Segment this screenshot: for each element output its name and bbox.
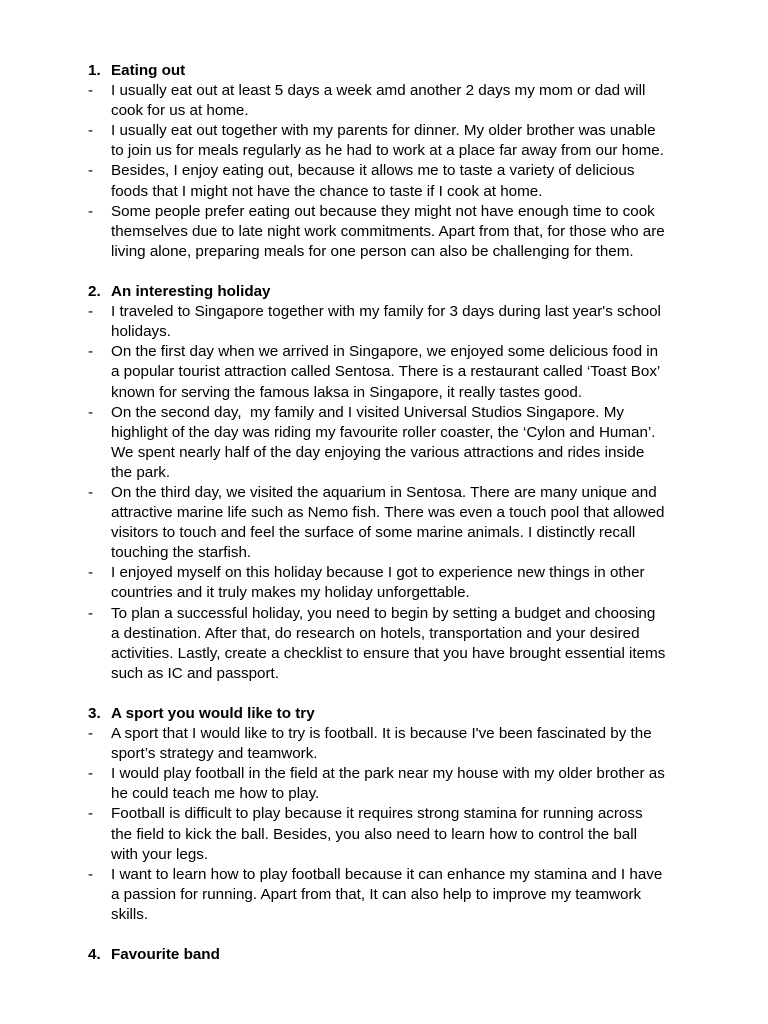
section-3 (88, 704, 708, 925)
section-heading (88, 945, 708, 965)
list-item (88, 865, 708, 925)
bullet-text: On the first day when we arrived in Singapore, we enjoyed some delicious food in a popular tourist attraction called Sentosa. There is a restaurant called ‘Toast Box’ known for serving the famous laksa in Singapore, it really tastes good. (111, 343, 661, 401)
list-item (88, 121, 708, 161)
list-item (88, 403, 708, 483)
section-2 (88, 282, 708, 684)
bullet-text: I want to learn how to play football because it can enhance my stamina and I have a passion for running. Apart from that, It can also help to improve my teamwork skills. (111, 865, 663, 923)
section-number: 3. (88, 705, 101, 722)
list-item (88, 81, 708, 121)
bullet-list (88, 81, 708, 262)
bullet-dash: - (88, 865, 94, 883)
section-heading (88, 282, 708, 302)
list-item (88, 302, 708, 342)
bullet-dash: - (88, 162, 94, 180)
list-item (88, 724, 708, 764)
section-title: A sport you would like to try (111, 705, 315, 722)
bullet-dash: - (88, 343, 94, 361)
bullet-text: Football is difficult to play because it requires strong stamina for running across the field to kick the ball. Besides, you also need to learn how to control the ball with your legs. (111, 805, 643, 863)
section-number: 2. (88, 283, 101, 301)
section-number: 1. (88, 62, 101, 79)
section-title: Eating out (111, 62, 186, 79)
bullet-dash: - (88, 805, 94, 823)
bullet-dash: - (88, 403, 94, 421)
bullet-dash: - (88, 725, 94, 743)
bullet-text: I usually eat out together with my parents for dinner. My older brother was unable to join us for meals regularly as he had to work at a place far away from our home. (111, 122, 664, 160)
document-content (88, 61, 708, 965)
bullet-list (88, 302, 708, 684)
section-4 (88, 945, 708, 965)
bullet-text: To plan a successful holiday, you need to begin by setting a budget and choosing a destination. After that, do research on hotels, transportation and your desired activities. Lastly, create a checklist to ensure that you have brought essential items such as IC and passport. (111, 604, 666, 682)
bullet-text: I traveled to Singapore together with my family for 3 days during last year's school holidays. (111, 303, 661, 341)
section-heading (88, 704, 708, 724)
bullet-text: A sport that I would like to try is football. It is because I've been fascinated by the sport’s strategy and teamwork. (111, 725, 652, 763)
bullet-dash: - (88, 122, 94, 140)
section-title: Favourite band (111, 946, 220, 964)
list-item (88, 202, 708, 262)
section-heading (88, 61, 708, 81)
bullet-dash: - (88, 202, 94, 220)
bullet-text: On the third day, we visited the aquarium in Sentosa. There are many unique and attractive marine life such as Nemo fish. There was even a touch pool that allowed visitors to touch and feel the surface of some marine animals. I distinctly recall touching the starfish. (111, 483, 665, 562)
bullet-dash: - (88, 303, 94, 321)
bullet-dash: - (88, 604, 94, 622)
bullet-dash: - (88, 564, 94, 582)
bullet-dash: - (88, 82, 94, 100)
list-item (88, 483, 708, 563)
bullet-dash: - (88, 765, 94, 783)
bullet-text: I enjoyed myself on this holiday because I got to experience new things in other countries and it truly makes my holiday unforgettable. (111, 564, 645, 602)
list-item (88, 161, 708, 201)
bullet-list (88, 724, 708, 925)
list-item (88, 563, 708, 603)
list-item (88, 804, 708, 864)
list-item (88, 604, 708, 684)
bullet-text: I usually eat out at least 5 days a week amd another 2 days my mom or dad will cook for us at home. (111, 82, 646, 120)
bullet-text: I would play football in the field at the park near my house with my older brother as he could teach me how to play. (111, 765, 665, 803)
section-number: 4. (88, 946, 101, 964)
bullet-text: Some people prefer eating out because they might not have enough time to cook themselves due to late night work commitments. Apart from that, for those who are living alone, preparing meals for one person can also be challenging for them. (111, 202, 665, 260)
section-1 (88, 61, 708, 262)
bullet-dash: - (88, 483, 94, 501)
bullet-text: On the second day, my family and I visited Universal Studios Singapore. My highlight of the day was riding my favourite roller coaster, the ‘Cylon and Human’. We spent nearly half of the day enjoying the various attractions and rides inside the park. (111, 403, 656, 481)
list-item (88, 764, 708, 804)
section-title: An interesting holiday (111, 283, 271, 301)
list-item (88, 342, 708, 402)
bullet-text: Besides, I enjoy eating out, because it allows me to taste a variety of delicious foods that I might not have the chance to taste if I cook at home. (111, 162, 635, 200)
